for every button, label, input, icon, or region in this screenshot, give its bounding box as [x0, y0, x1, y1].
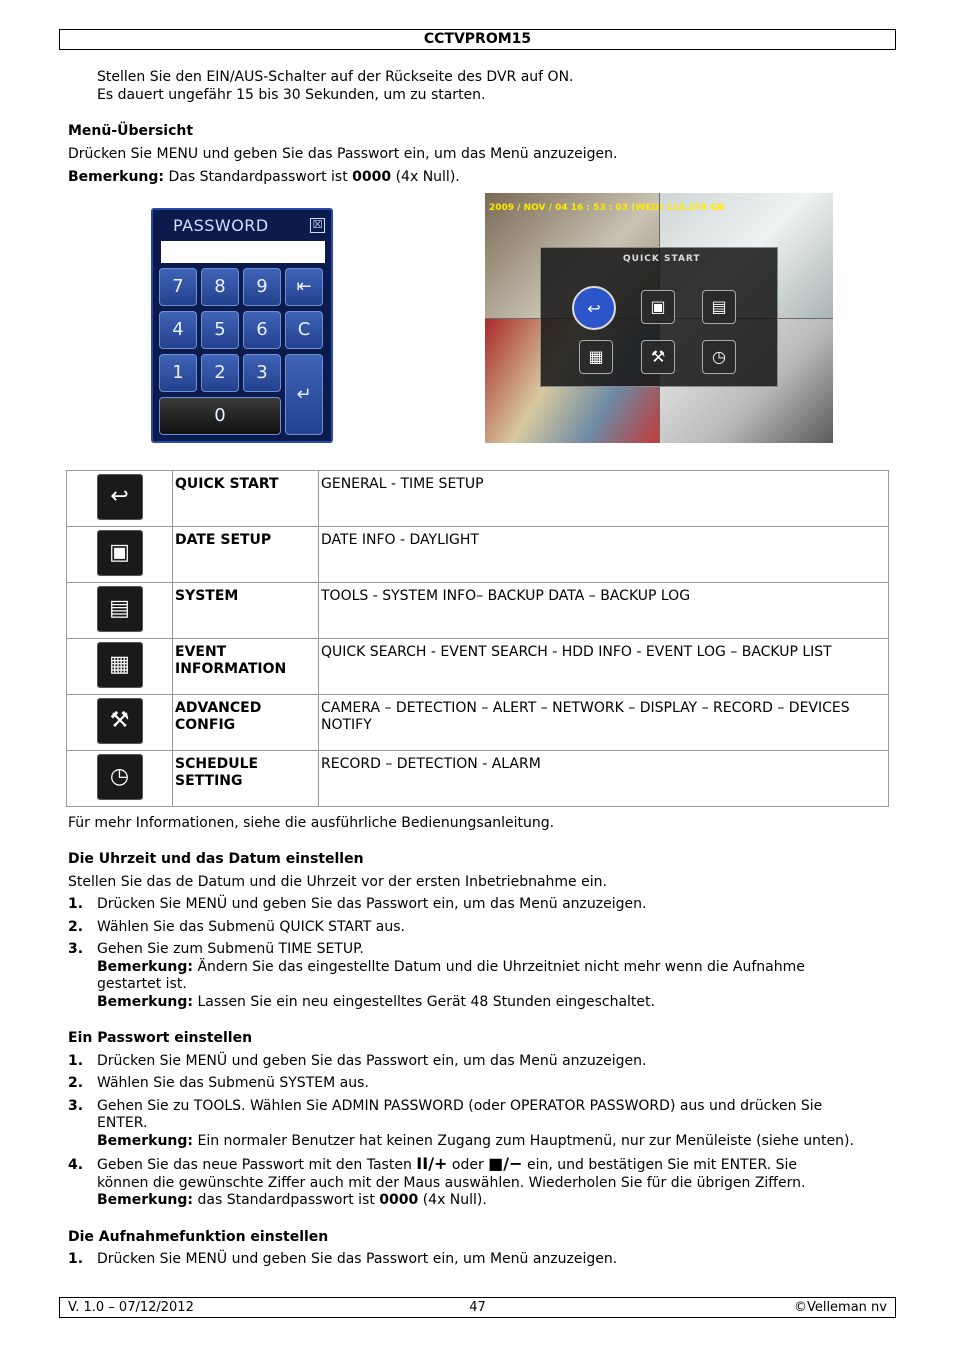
menu-note [68, 169, 460, 186]
menu-items: DATE INFO - DAYLIGHT [319, 527, 889, 583]
quick-start-icon: ↩ [572, 286, 616, 330]
menu-name: EVENT INFORMATION [173, 639, 319, 695]
key-1: 1 [159, 354, 197, 392]
intro-line-2: Es dauert ungefähr 15 bis 30 Sekunden, um zu starten. [97, 87, 486, 103]
time-note-2 [97, 994, 655, 1011]
step-number: 2. [68, 919, 84, 935]
menu-name: SCHEDULE SETTING [173, 751, 319, 807]
intro-line-1: Stellen Sie den EIN/AUS-Schalter auf der Rückseite des DVR auf ON. [97, 69, 574, 85]
note-text: (4x Null). [391, 169, 460, 185]
menu-name: ADVANCED CONFIG [173, 695, 319, 751]
key-2: 2 [201, 354, 239, 392]
key-5: 5 [201, 311, 239, 349]
table-row [67, 695, 889, 751]
page-footer [59, 1297, 896, 1318]
password-input [161, 241, 325, 263]
page-header [59, 29, 896, 50]
table-row [67, 639, 889, 695]
more-info-text: Für mehr Informationen, siehe die ausführliche Bedienungsanleitung. [68, 815, 555, 831]
key-8: 8 [201, 268, 239, 306]
system-icon: ▤ [97, 586, 143, 632]
step-number: 3. [68, 941, 84, 957]
password-step-3: Gehen Sie zu TOOLS. Wählen Sie ADMIN PASSWORD (oder OPERATOR PASSWORD) aus und drücken Sie [97, 1098, 823, 1114]
dvr-status-bar: 2009 / NOV / 04 16 : 53 : 03 (WED) 115.278 GB [489, 203, 725, 213]
menu-text: Drücken Sie MENU und geben Sie das Passwort ein, um das Menü anzuzeigen. [68, 146, 618, 162]
step-text: Geben Sie das neue Passwort mit den Tasten [97, 1157, 417, 1173]
time-heading: Die Uhrzeit und das Datum einstellen [68, 851, 364, 867]
step-text: ein, und bestätigen Sie mit ENTER. Sie [522, 1157, 797, 1173]
note-label: Bemerkung: [68, 169, 165, 185]
table-row [67, 751, 889, 807]
key-clear: C [285, 311, 323, 349]
quick-start-icon: ↩ [97, 474, 143, 520]
password-keypad [151, 208, 333, 443]
menu-items: RECORD – DETECTION - ALARM [319, 751, 889, 807]
time-step-1: Drücken Sie MENÜ und geben Sie das Passwort ein, um das Menü anzuzeigen. [97, 896, 647, 912]
menu-table [66, 470, 889, 807]
time-text: Stellen Sie das de Datum und die Uhrzeit vor der ersten Inbetriebnahme ein. [68, 874, 607, 890]
menu-name: DATE SETUP [173, 527, 319, 583]
key-0: 0 [159, 397, 281, 435]
key-6: 6 [243, 311, 281, 349]
schedule-setting-icon: ◷ [702, 340, 736, 374]
note-text: Ein normaler Benutzer hat keinen Zugang zum Hauptmenü, nur zur Menüleiste (siehe unten). [193, 1133, 854, 1149]
time-step-3: Gehen Sie zum Submenü TIME SETUP. [97, 941, 364, 957]
event-information-icon: ▦ [579, 340, 613, 374]
record-heading: Die Aufnahmefunktion einstellen [68, 1229, 329, 1245]
date-setup-icon: ▣ [97, 530, 143, 576]
password-step-4 [97, 1155, 797, 1174]
password-heading: Ein Passwort einstellen [68, 1030, 253, 1046]
note-label: Bemerkung: [97, 994, 194, 1010]
footer-version: V. 1.0 – 07/12/2012 [68, 1300, 194, 1315]
note-label: Bemerkung: [97, 1192, 194, 1208]
menu-heading: Menü-Übersicht [68, 123, 194, 139]
key-4: 4 [159, 311, 197, 349]
time-note-1 [97, 959, 805, 976]
note-text: Lassen Sie ein neu eingestelltes Gerät 48 Stunden eingeschaltet. [193, 994, 655, 1010]
menu-items: CAMERA – DETECTION – ALERT – NETWORK – DISPLAY – RECORD – DEVICES NOTIFY [319, 695, 889, 751]
password-note-4 [97, 1192, 487, 1209]
advanced-config-icon: ⚒ [641, 340, 675, 374]
note-label: Bemerkung: [97, 959, 194, 975]
key-3: 3 [243, 354, 281, 392]
time-step-2: Wählen Sie das Submenü QUICK START aus. [97, 919, 406, 935]
password-step-4b: können die gewünschte Ziffer auch mit der Maus auswählen. Wiederholen Sie für die übrigen Ziffern. [97, 1175, 806, 1191]
quick-start-menu-title: QUICK START [623, 254, 701, 264]
menu-name: SYSTEM [173, 583, 319, 639]
step-number: 1. [68, 1251, 84, 1267]
step-number: 3. [68, 1098, 84, 1114]
key-9: 9 [243, 268, 281, 306]
enter-icon: ↵ [285, 354, 323, 435]
date-setup-icon: ▣ [641, 290, 675, 324]
key-7: 7 [159, 268, 197, 306]
step-number: 4. [68, 1157, 84, 1173]
note-text: (4x Null). [418, 1192, 487, 1208]
advanced-config-icon: ⚒ [97, 698, 143, 744]
menu-items: GENERAL - TIME SETUP [319, 471, 889, 527]
note-label: Bemerkung: [97, 1133, 194, 1149]
keypad-title: PASSWORD [173, 216, 269, 235]
note-text: Das Standardpasswort ist [164, 169, 353, 185]
password-step-2: Wählen Sie das Submenü SYSTEM aus. [97, 1075, 369, 1091]
step-number: 1. [68, 896, 84, 912]
close-icon: ☒ [310, 218, 325, 233]
system-icon: ▤ [702, 290, 736, 324]
menu-items: TOOLS - SYSTEM INFO– BACKUP DATA – BACKUP LOG [319, 583, 889, 639]
record-step-1: Drücken Sie MENÜ und geben Sie das Passwort ein, um Menü anzuzeigen. [97, 1251, 618, 1267]
step-text: oder [447, 1157, 489, 1173]
footer-page-number: 47 [469, 1300, 486, 1315]
quick-start-menu [540, 247, 778, 387]
header-title: CCTVPROM15 [423, 31, 532, 47]
event-information-icon: ▦ [97, 642, 143, 688]
note-bold: 0000 [379, 1192, 419, 1208]
pause-plus-key-icon: II/+ [416, 1154, 448, 1173]
note-text: Ändern Sie das eingestellte Datum und die Uhrzeitniet nicht mehr wenn die Aufnahme [193, 959, 805, 975]
step-number: 1. [68, 1053, 84, 1069]
menu-name: QUICK START [173, 471, 319, 527]
backspace-icon: ⇤ [285, 268, 323, 306]
table-row [67, 527, 889, 583]
table-row [67, 471, 889, 527]
time-note-1b: gestartet ist. [97, 976, 187, 992]
note-bold: 0000 [352, 169, 392, 185]
step-number: 2. [68, 1075, 84, 1091]
note-text: das Standardpasswort ist [193, 1192, 380, 1208]
quick-start-screenshot [485, 193, 833, 443]
footer-copyright: ©Velleman nv [793, 1300, 887, 1315]
menu-items: QUICK SEARCH - EVENT SEARCH - HDD INFO - EVENT LOG – BACKUP LIST [319, 639, 889, 695]
stop-minus-key-icon: ■/− [488, 1154, 523, 1173]
password-step-1: Drücken Sie MENÜ und geben Sie das Passwort ein, um das Menü anzuzeigen. [97, 1053, 647, 1069]
table-row [67, 583, 889, 639]
password-note-3 [97, 1133, 854, 1150]
schedule-setting-icon: ◷ [97, 754, 143, 800]
password-step-3b: ENTER. [97, 1115, 148, 1131]
